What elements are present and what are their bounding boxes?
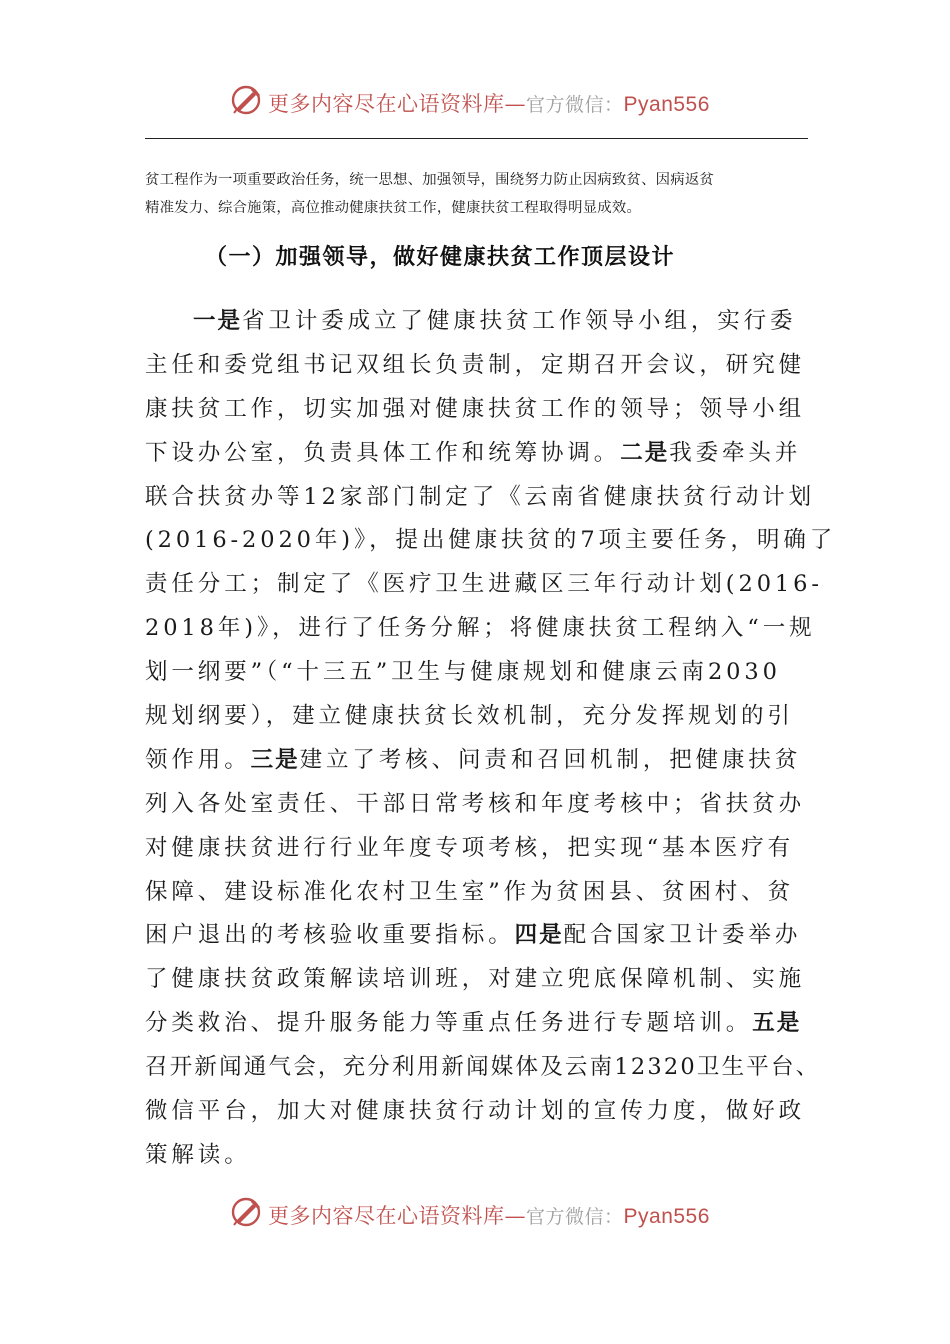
body-line: 下设办公室，负责具体工作和统筹协调。二是我委牵头并	[145, 439, 802, 466]
pen-logo-icon	[228, 82, 264, 118]
intro-line: 贫工程作为一项重要政治任务，统一思想、加强领导，围绕努力防止因病致贫、因病返贫	[145, 172, 715, 188]
body-line: 困户退出的考核验收重要指标。四是配合国家卫计委举办	[145, 922, 802, 949]
point-label: 二是	[620, 439, 670, 466]
body-line: 责任分工；制定了《医疗卫生进藏区三年行动计划(2016-	[145, 571, 823, 598]
pen-logo-icon	[228, 1194, 264, 1230]
body-paragraph	[145, 300, 837, 1178]
body-line: 一是省卫计委成立了健康扶贫工作领导小组，实行委	[193, 308, 797, 334]
body-line: 划一纲要”（“十三五”卫生与健康规划和健康云南2030	[145, 659, 781, 686]
footer-watermark	[0, 1192, 950, 1236]
point-label: 一是	[193, 308, 243, 334]
body-line: 联合扶贫办等12家部门制定了《云南省健康扶贫行动计划	[145, 483, 816, 510]
header-divider	[145, 138, 808, 139]
point-label: 三是	[250, 746, 300, 773]
body-line: 对健康扶贫进行行业年度专项考核，把实现“基本医疗有	[145, 834, 795, 861]
body-line: 了健康扶贫政策解读培训班，对建立兜底保障机制、实施	[145, 966, 806, 993]
intro-paragraph	[145, 166, 817, 222]
body-line: 康扶贫工作，切实加强对健康扶贫工作的领导；领导小组	[145, 395, 806, 422]
body-line: 微信平台，加大对健康扶贫行动计划的宣传力度，做好政	[145, 1098, 806, 1125]
body-line: 规划纲要），建立健康扶贫长效机制，充分发挥规划的引	[145, 703, 794, 730]
intro-line: 精准发力、综合施策，高位推动健康扶贫工作，健康扶贫工程取得明显成效。	[145, 200, 642, 216]
body-line: 列入各处室责任、干部日常考核和年度考核中；省扶贫办	[145, 790, 806, 817]
body-line: 策解读。	[145, 1141, 251, 1168]
body-line: 召开新闻通气会，充分利用新闻媒体及云南12320卫生平台、	[145, 1054, 821, 1081]
body-line: 分类救治、提升服务能力等重点任务进行专题培训。五是	[145, 1010, 802, 1037]
body-line: 保障、建设标准化农村卫生室”作为贫困县、贫困村、贫	[145, 878, 795, 905]
watermark-text: 更多内容尽在心语资料库—官方微信：Pyan556	[268, 1204, 710, 1228]
point-label: 四是	[514, 922, 564, 949]
body-line: 2018年)》，进行了任务分解；将健康扶贫工程纳入“一规	[145, 615, 816, 642]
body-line: 主任和委党组书记双组长负责制，定期召开会议，研究健	[145, 351, 806, 378]
body-line: (2016-2020年)》，提出健康扶贫的7项主要任务，明确了	[145, 527, 837, 554]
watermark-text: 更多内容尽在心语资料库—官方微信：Pyan556	[268, 92, 710, 116]
point-label: 五是	[752, 1010, 802, 1037]
header-watermark	[0, 80, 950, 124]
body-line: 领作用。三是建立了考核、问责和召回机制，把健康扶贫	[145, 746, 802, 773]
section-heading: （一）加强领导，做好健康扶贫工作顶层设计	[205, 245, 676, 270]
